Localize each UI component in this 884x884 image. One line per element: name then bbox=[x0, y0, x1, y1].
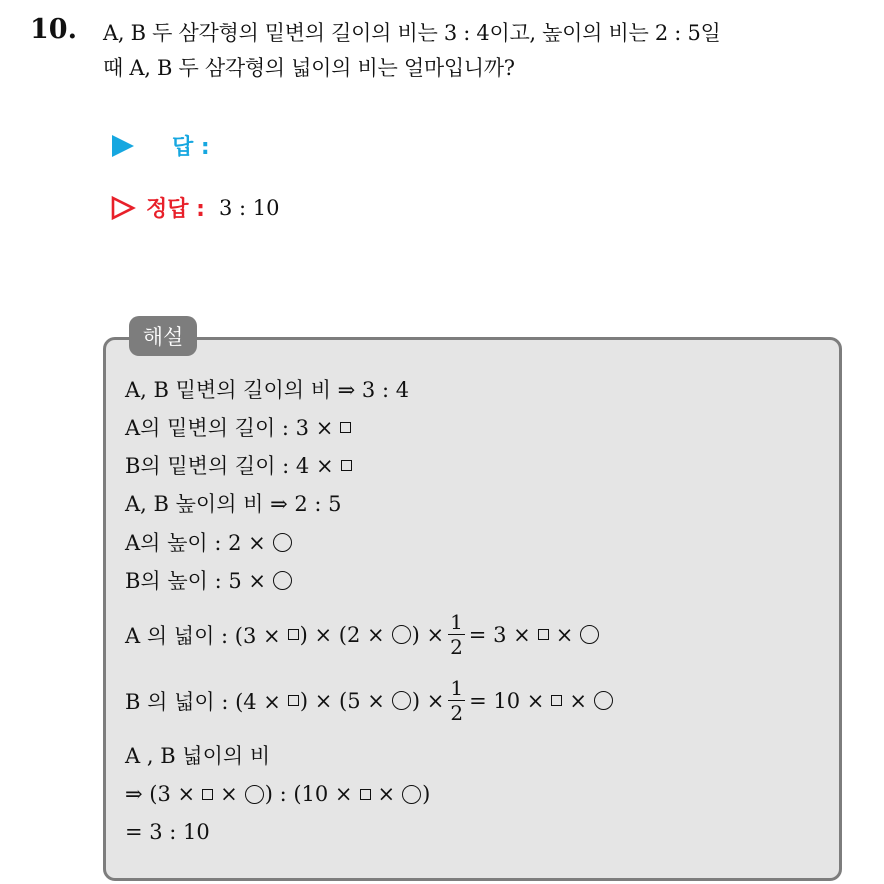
play-outline-icon bbox=[110, 195, 136, 221]
explanation-line bbox=[125, 412, 352, 442]
square-symbol-icon bbox=[360, 789, 371, 800]
line-text: B 의 넓이 : (4 × bbox=[125, 689, 281, 714]
square-symbol-icon bbox=[288, 629, 299, 640]
question-line-1: A, B 두 삼각형의 밑변의 길이의 비는 3 : 4이고, 높이의 비는 2 : 5일 bbox=[103, 21, 721, 45]
circle-symbol-icon bbox=[580, 625, 599, 644]
line-text: ) : (10 × bbox=[264, 782, 353, 806]
line-text: A, B 밑변의 길이의 비 ⇒ 3 : 4 bbox=[125, 378, 410, 402]
square-symbol-icon bbox=[551, 695, 562, 706]
correct-answer-value: 3 : 10 bbox=[218, 195, 280, 220]
explanation-tag: 해설 bbox=[129, 316, 197, 356]
circle-symbol-icon bbox=[392, 625, 411, 644]
question-text bbox=[103, 16, 873, 86]
correct-answer-row bbox=[110, 192, 279, 223]
fraction-numerator: 1 bbox=[450, 676, 464, 700]
line-text: × bbox=[220, 782, 238, 806]
square-symbol-icon bbox=[202, 789, 213, 800]
line-text: ) bbox=[422, 782, 431, 806]
circle-symbol-icon bbox=[273, 571, 292, 590]
explanation-line bbox=[125, 820, 210, 844]
line-text: = 10 × bbox=[469, 688, 545, 713]
fraction-denominator: 2 bbox=[450, 635, 463, 659]
correct-answer-label: 정답 : bbox=[146, 197, 205, 222]
line-text: × bbox=[569, 688, 587, 713]
line-text: ) × (2 × bbox=[299, 622, 385, 647]
fraction-numerator: 1 bbox=[450, 610, 463, 634]
explanation-line bbox=[125, 565, 293, 595]
fraction-denominator: 2 bbox=[450, 701, 464, 725]
line-text: A , B 넓이의 비 bbox=[125, 744, 271, 768]
circle-symbol-icon bbox=[273, 533, 292, 552]
line-text: × bbox=[377, 782, 396, 806]
line-text: A 의 넓이 : (3 × bbox=[125, 623, 281, 648]
line-text: = 3 × bbox=[468, 622, 531, 647]
explanation-line bbox=[125, 782, 430, 806]
answer-row bbox=[110, 130, 210, 161]
question-number: 10. bbox=[30, 14, 77, 45]
line-text: ) × bbox=[411, 688, 445, 713]
square-symbol-icon bbox=[341, 460, 352, 471]
circle-symbol-icon bbox=[402, 785, 421, 804]
square-symbol-icon bbox=[538, 629, 549, 640]
question-line-2: 때 A, B 두 삼각형의 넓이의 비는 얼마입니까? bbox=[103, 56, 515, 80]
circle-symbol-icon bbox=[392, 691, 411, 710]
play-filled-icon bbox=[110, 133, 136, 159]
explanation-line bbox=[125, 676, 614, 725]
explanation-line bbox=[125, 488, 342, 518]
line-text: = 3 : 10 bbox=[125, 820, 210, 844]
circle-symbol-icon bbox=[594, 691, 613, 710]
line-text: A의 높이 : 2 × bbox=[125, 531, 266, 555]
fraction bbox=[448, 610, 465, 659]
line-text: A, B 높이의 비 ⇒ 2 : 5 bbox=[125, 492, 342, 516]
square-symbol-icon bbox=[288, 695, 299, 706]
fraction bbox=[448, 676, 465, 725]
line-text: B의 밑변의 길이 : 4 × bbox=[125, 454, 334, 478]
line-text: ) × (5 × bbox=[299, 688, 385, 713]
explanation-line bbox=[125, 527, 293, 557]
explanation-line bbox=[125, 610, 600, 659]
explanation-line bbox=[125, 450, 353, 480]
line-text: ⇒ (3 × bbox=[125, 782, 196, 806]
line-text: B의 높이 : 5 × bbox=[125, 569, 267, 593]
circle-symbol-icon bbox=[245, 785, 264, 804]
explanation-line bbox=[125, 374, 409, 404]
line-text: × bbox=[555, 622, 574, 647]
line-text: A의 밑변의 길이 : 3 × bbox=[125, 416, 334, 440]
square-symbol-icon bbox=[340, 422, 351, 433]
answer-label: 답 : bbox=[172, 135, 210, 160]
line-text: ) × bbox=[411, 622, 445, 647]
explanation-line bbox=[125, 740, 270, 770]
